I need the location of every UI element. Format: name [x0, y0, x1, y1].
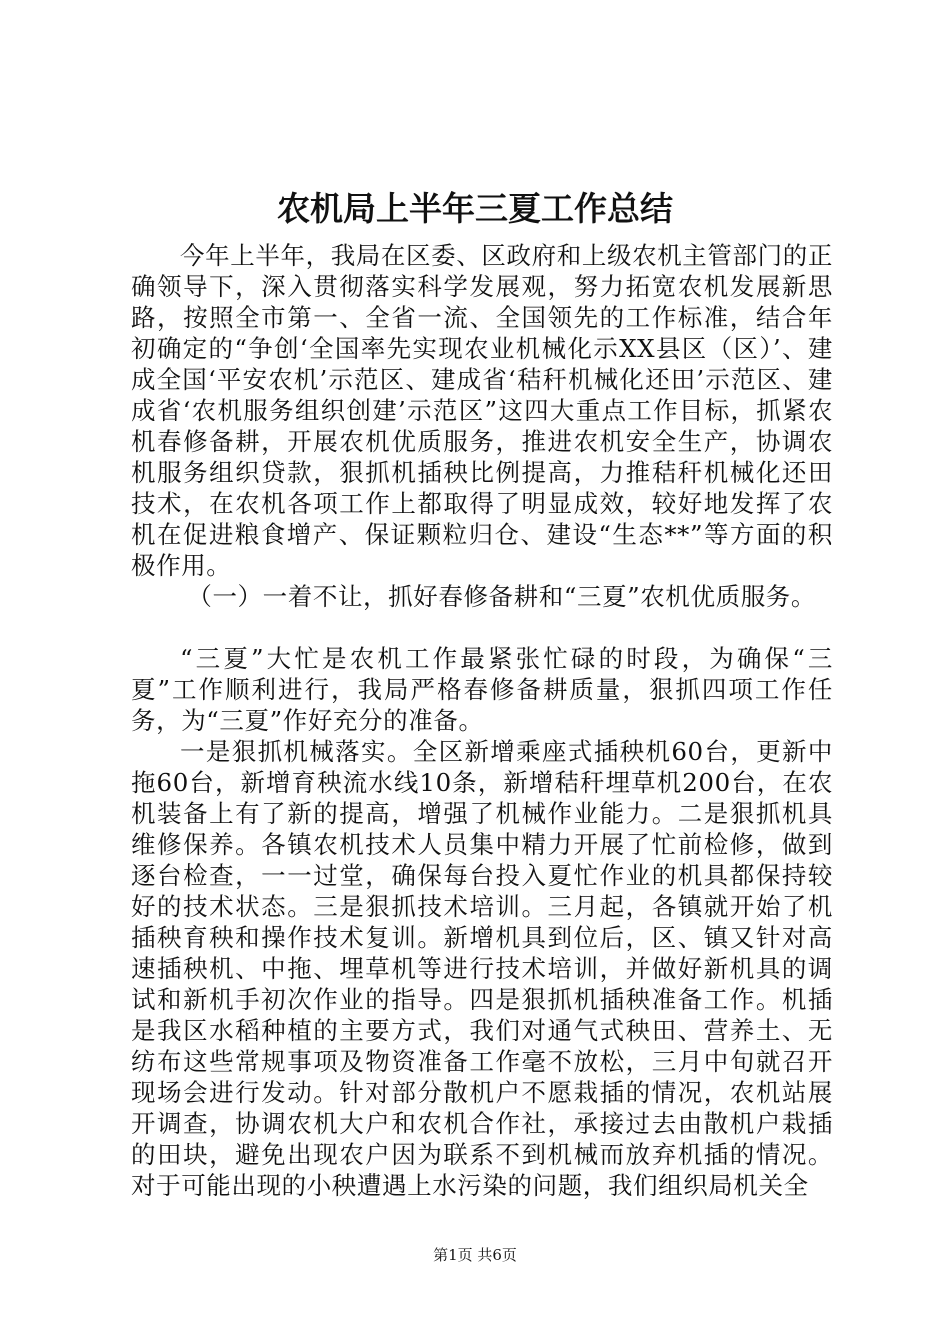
paragraph-sanxia: “三夏”大忙是农机工作最紧张忙碌的时段，为确保“三夏”工作顺利进行，我局严格春修备耕质量，狠抓四项工作任务，为“三夏”作好充分的准备。 — [131, 644, 833, 735]
page-footer: 第1页 共6页 — [433, 1246, 517, 1264]
paragraph-gap — [131, 612, 833, 643]
document-body — [131, 240, 833, 1201]
paragraph-tasks: 一是狠抓机械落实。全区新增乘座式插秧机60台，更新中拖60台，新增育秧流水线10条，新增秸秆埋草机200台，在农机装备上有了新的提高，增强了机械作业能力。二是狠抓机具维修保养。各镇农机技术人员集中精力开展了忙前检修，做到逐台检查，一一过堂，确保每台投入夏忙作业的机具都保持较好的技术状态。三是狠抓技术培训。三月起，各镇就开始了机插秧育秧和操作技术复训。新增机具到位后，区、镇又针对高速插秧机、中拖、埋草机等进行技术培训，并做好新机具的调试和新机手初次作业的指导。四是狠抓机插秧准备工作。机插是我区水稻种植的主要方式，我们对通气式秧田、营养土、无纺布这些常规事项及物资准备工作毫不放松，三月中旬就召开现场会进行发动。针对部分散机户不愿栽插的情况，农机站展开调查，协调农机大户和农机合作社，承接过去由散机户栽插的田块，避免出现农户因为联系不到机械而放弃机插的情况。对于可能出现的小秧遭遇上水污染的问题，我们组织局机关全 — [131, 737, 833, 1200]
section-heading-1: （一）一着不让，抓好春修备耕和“三夏”农机优质服务。 — [187, 582, 816, 611]
document-title: 农机局上半年三夏工作总结 — [277, 189, 673, 228]
paragraph-intro: 今年上半年，我局在区委、区政府和上级农机主管部门的正确领导下，深入贯彻落实科学发展观，努力拓宽农机发展新思路，按照全市第一、全省一流、全国领先的工作标准，结合年初确定的“争创‘全国率先实现农业机械化示XX县区（区）’、建成全国‘平安农机’示范区、建成省‘秸秆机械化还田’示范区、建成省‘农机服务组织创建’示范区”这四大重点工作目标，抓紧农机春修备耕，开展农机优质服务，推进农机安全生产，协调农机服务组织贷款，狠抓机插秧比例提高，力推秸秆机械化还田技术，在农机各项工作上都取得了明显成效，较好地发挥了农机在促进粮食增产、保证颗粒归仓、建设“生态**”等方面的积极作用。 — [131, 241, 833, 580]
